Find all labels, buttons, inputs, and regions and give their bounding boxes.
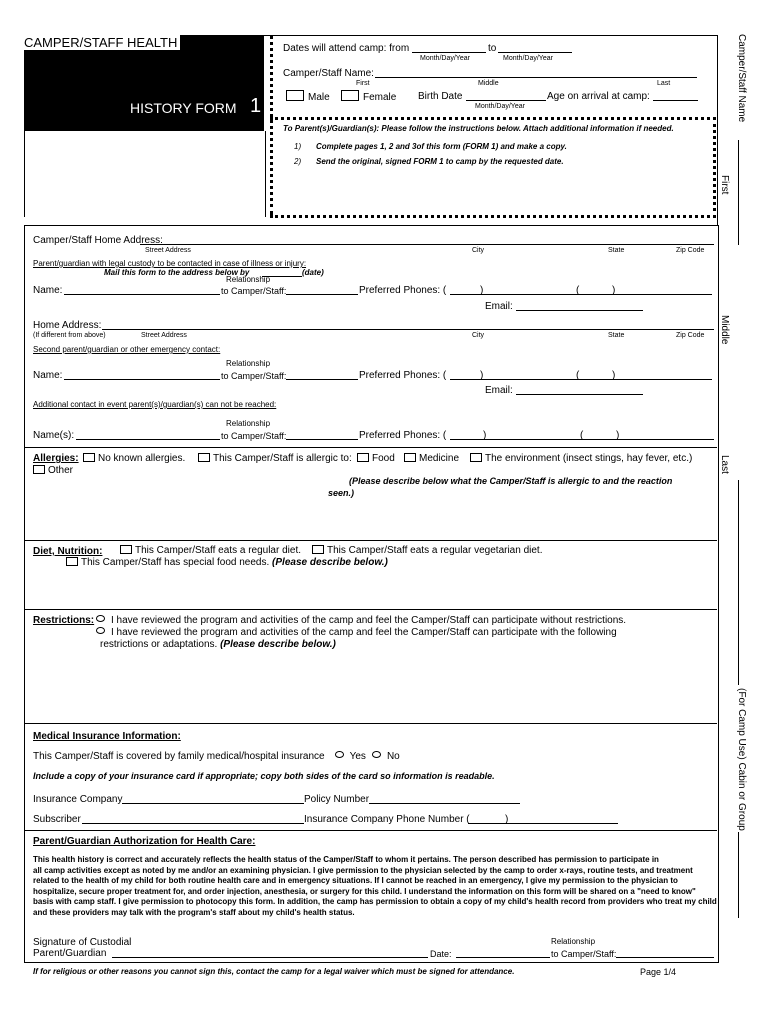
- subscriber-label: Subscriber: [33, 814, 81, 825]
- medicine-label: Medicine: [419, 453, 460, 464]
- authorization-divider: [24, 830, 717, 831]
- insurance-phone-field[interactable]: [468, 823, 618, 824]
- vegetarian-diet-checkbox[interactable]: [312, 545, 324, 554]
- restriction-option-1-radio[interactable]: [96, 615, 105, 622]
- insurance-yes-radio[interactable]: [335, 751, 344, 758]
- food-label: Food: [372, 453, 395, 464]
- name-label: Camper/Staff Name:: [283, 68, 374, 79]
- form-title-line2: HISTORY FORM: [130, 100, 237, 116]
- zip-label: Zip Code: [676, 247, 705, 254]
- signature-field[interactable]: [112, 957, 428, 958]
- sidebar-name-field[interactable]: [738, 140, 739, 245]
- restriction-option-2[interactable]: [90, 627, 617, 638]
- male-checkbox[interactable]: [286, 90, 304, 101]
- guardian1-name-field[interactable]: [64, 294, 220, 295]
- insurance-company-field[interactable]: [122, 803, 304, 804]
- guardian2-to-camper: to Camper/Staff:: [221, 371, 287, 381]
- food-option[interactable]: [357, 453, 395, 464]
- subscriber-field[interactable]: [82, 823, 304, 824]
- from-format-label: Month/Day/Year: [420, 55, 470, 62]
- city2-label: City: [472, 332, 485, 339]
- female-option[interactable]: [341, 90, 396, 103]
- if-different-label: (If different from above): [33, 332, 106, 339]
- sidebar-camper-name-label: Camper/Staff Name: [736, 34, 747, 123]
- guardian1-phones-field[interactable]: [450, 294, 712, 295]
- no-allergies-option[interactable]: [83, 453, 185, 464]
- allergic-to-checkbox[interactable]: [198, 453, 210, 462]
- environment-label: The environment (insect stings, hay fever, etc.): [485, 453, 693, 464]
- guardian2-relationship-label: Relationship: [226, 359, 271, 368]
- first-label: First: [356, 80, 370, 87]
- food-checkbox[interactable]: [357, 453, 369, 462]
- male-label: Male: [308, 92, 330, 103]
- additional-names-field[interactable]: [76, 439, 220, 440]
- page-number: Page 1/4: [640, 967, 677, 977]
- signature-date-label: Date:: [430, 949, 452, 959]
- regular-diet-option[interactable]: [120, 545, 301, 556]
- insurance-covered-row: [33, 751, 400, 762]
- state-label: State: [608, 247, 625, 254]
- photo-area: [24, 131, 266, 217]
- allergies-describe-2: seen.): [328, 488, 355, 498]
- policy-number-field[interactable]: [369, 803, 520, 804]
- insurance-yes-label: Yes: [349, 751, 366, 762]
- environment-checkbox[interactable]: [470, 453, 482, 462]
- birth-date-label: Birth Date: [418, 91, 463, 102]
- special-diet-describe: (Please describe below.): [272, 557, 388, 568]
- additional-heading: Additional contact in event parent(s)/guardian(s) can not be reached:: [33, 400, 277, 409]
- street2-label: Street Address: [141, 332, 187, 339]
- mail-date-label: (date): [302, 268, 324, 277]
- allergic-to-label: This Camper/Staff is allergic to:: [213, 453, 352, 464]
- guardian1-phones-label: Preferred Phones: (: [359, 285, 447, 296]
- guardian2-name-label: Name:: [33, 370, 63, 381]
- form-title-line1: CAMPER/STAFF HEALTH: [24, 35, 180, 50]
- form-number: 1: [250, 95, 262, 117]
- allergies-describe-1: (Please describe below what the Camper/Staff is allergic to and the reaction: [349, 476, 673, 486]
- form-frame-right-top: [717, 35, 718, 225]
- allergic-to-option[interactable]: [198, 453, 352, 464]
- policy-number-label: Policy Number: [304, 794, 370, 805]
- guardian2-phones-label: Preferred Phones: (: [359, 370, 447, 381]
- signature-date-field[interactable]: [456, 957, 550, 958]
- diet-divider: [24, 540, 717, 541]
- street-label: Street Address: [145, 247, 191, 254]
- restriction-option-2-radio[interactable]: [96, 627, 105, 634]
- signature-relationship-field[interactable]: [616, 957, 714, 958]
- home-address2-label: Home Address:: [33, 320, 102, 331]
- instruction-1: Complete pages 1, 2 and 3of this form (FORM 1) and make a copy.: [316, 142, 567, 151]
- insurance-phone-close: ): [505, 814, 509, 825]
- guardian2-heading: Second parent/guardian or other emergency contact:: [33, 345, 221, 354]
- other-option[interactable]: [33, 465, 73, 476]
- additional-to-camper: to Camper/Staff:: [221, 431, 287, 441]
- vegetarian-diet-option[interactable]: [312, 545, 542, 556]
- home-address-field[interactable]: [140, 244, 714, 245]
- guardian2-phones-field[interactable]: [450, 379, 712, 380]
- guardian2-relationship-field[interactable]: [286, 379, 358, 380]
- allergies-label: Allergies:: [33, 453, 79, 464]
- age-label: Age on arrival at camp:: [547, 91, 650, 102]
- to-format-label: Month/Day/Year: [503, 55, 553, 62]
- restriction-option-2-label: I have reviewed the program and activities of the camp and feel the Camper/Staff can participate with the following: [111, 627, 617, 638]
- restriction-describe: (Please describe below.): [220, 639, 336, 650]
- sidebar-last-label: Last: [719, 455, 730, 474]
- instructions-left-border: [270, 35, 273, 215]
- additional-relationship-field[interactable]: [286, 439, 358, 440]
- diet-label: Diet, Nutrition:: [33, 546, 103, 557]
- guardian1-relationship-field[interactable]: [286, 294, 358, 295]
- additional-phones-label: Preferred Phones: (: [359, 430, 447, 441]
- vegetarian-diet-label: This Camper/Staff eats a regular vegetarian diet.: [327, 545, 543, 556]
- authorization-paragraph: [33, 855, 717, 918]
- guardian1-relationship-label: Relationship: [226, 275, 271, 284]
- form-frame-top-edge: [264, 35, 718, 36]
- form-frame-top: [24, 225, 718, 226]
- sidebar-cabin-field-2[interactable]: [738, 832, 739, 918]
- male-option[interactable]: [286, 90, 330, 103]
- restrictions-divider: [24, 609, 717, 610]
- sidebar-cabin-field[interactable]: [738, 480, 739, 685]
- no-allergies-label: No known allergies.: [98, 453, 186, 464]
- female-checkbox[interactable]: [341, 90, 359, 101]
- instructions-border: [270, 117, 716, 218]
- insurance-covered-label: This Camper/Staff is covered by family medical/hospital insurance: [33, 751, 325, 762]
- restriction-option-1-label: I have reviewed the program and activities of the camp and feel the Camper/Staff can participate without restrictions.: [111, 615, 627, 626]
- age-field[interactable]: [653, 100, 698, 101]
- restrictions-label: Restrictions:: [33, 615, 95, 626]
- guardian1-to-camper: to Camper/Staff:: [221, 286, 287, 296]
- special-diet-label: This Camper/Staff has special food needs.: [81, 557, 270, 568]
- camper-name-field[interactable]: [375, 77, 697, 78]
- insurance-no-label: No: [386, 751, 400, 762]
- dates-label: Dates will attend camp: from: [283, 43, 410, 54]
- guardian2-email-label: Email:: [485, 385, 513, 396]
- birth-date-field[interactable]: [466, 100, 546, 101]
- special-diet-checkbox[interactable]: [66, 557, 78, 566]
- legal-waiver-note: If for religious or other reasons you cannot sign this, contact the camp for a legal waiver which must be signed for attendance.: [33, 967, 515, 976]
- regular-diet-label: This Camper/Staff eats a regular diet.: [135, 545, 302, 556]
- insurance-company-label: Insurance Company: [33, 794, 123, 805]
- mail-to-label: Mail this form to the address below by: [104, 268, 250, 277]
- guardian1-name-label: Name:: [33, 285, 63, 296]
- medicine-checkbox[interactable]: [404, 453, 416, 462]
- authorization-para-rest: all camp activities except as noted by me and/or an examining physician. I give permission to the physician selected by the camp to order x-rays, routine tests, and treatment related to the health of my child for both routine health care and in emergency situations. If I cannot be reached in an emergency, I give my permission to the physician to hospitalize, secure proper treatment for, and order injection, anesthesia, or surgery for this child. I understand the information on this form will be shared on a "need to know" basis with camp staff. I give permission to photocopy this form. In addition, the camp has permission to obtain a copy of my child's health record from providers who treat my child and these providers may talk with the program's staff about my child's health status.: [33, 865, 717, 917]
- allergies-divider: [24, 447, 717, 448]
- insurance-heading: Medical Insurance Information:: [33, 731, 181, 742]
- guardian2-name-field[interactable]: [64, 379, 220, 380]
- insurance-no-radio[interactable]: [372, 751, 381, 758]
- additional-names-label: Name(s):: [33, 430, 75, 441]
- city-label: City: [472, 247, 485, 254]
- medicine-option[interactable]: [404, 453, 459, 464]
- guardian1-email-label: Email:: [485, 301, 513, 312]
- signature-relationship-label: Relationship: [551, 937, 596, 946]
- zip2-label: Zip Code: [676, 332, 705, 339]
- authorization-heading: Parent/Guardian Authorization for Health Care:: [33, 836, 256, 847]
- home-address2-field[interactable]: [102, 329, 714, 330]
- restriction-option-2-cont-label: restrictions or adaptations.: [100, 639, 218, 650]
- date-from-field[interactable]: [412, 52, 486, 53]
- environment-option[interactable]: [470, 453, 692, 464]
- additional-relationship-label: Relationship: [226, 419, 271, 428]
- guardian1-email-field[interactable]: [516, 310, 643, 311]
- sidebar-cabin-label: (For Camp Use) Cabin or Group: [736, 688, 747, 831]
- female-label: Female: [363, 92, 397, 103]
- other-checkbox[interactable]: [33, 465, 45, 474]
- insurance-copy-note: Include a copy of your insurance card if appropriate; copy both sides of the card so information is readable.: [33, 771, 495, 781]
- restriction-option-2-cont: [100, 639, 336, 650]
- other-label: Other: [48, 465, 74, 476]
- dates-to-label: to: [488, 43, 497, 54]
- regular-diet-checkbox[interactable]: [120, 545, 132, 554]
- signature-label-1: Signature of Custodial: [33, 937, 132, 948]
- instruction-1-number: 1): [294, 142, 302, 151]
- birth-format-label: Month/Day/Year: [475, 103, 525, 110]
- last-label: Last: [657, 80, 671, 87]
- date-to-field[interactable]: [498, 52, 572, 53]
- guardian1-heading: Parent/guardian with legal custody to be contacted in case of illness or injury:: [33, 259, 307, 268]
- sidebar-first-label: First: [719, 175, 730, 195]
- guardian2-email-field[interactable]: [516, 394, 643, 395]
- state2-label: State: [608, 332, 625, 339]
- instruction-2-number: 2): [294, 157, 302, 166]
- restriction-option-1[interactable]: [90, 615, 626, 626]
- home-address-label: Camper/Staff Home Address:: [33, 235, 163, 246]
- instruction-2: Send the original, signed FORM 1 to camp by the requested date.: [316, 157, 564, 166]
- authorization-para-line1: This health history is correct and accurately reflects the health status of the Camper/Staff to whom it pertains. The person described has permission to participate in: [33, 855, 659, 864]
- instructions-heading: To Parent(s)/Guardian(s): Please follow the instructions below. Attach additional information if needed.: [283, 124, 674, 133]
- sidebar-middle-label: Middle: [719, 315, 730, 345]
- special-diet-option[interactable]: [66, 557, 388, 568]
- signature-to-camper: to Camper/Staff:: [551, 949, 617, 959]
- no-allergies-checkbox[interactable]: [83, 453, 95, 462]
- middle-label: Middle: [478, 80, 499, 87]
- insurance-phone-label: Insurance Company Phone Number (: [304, 814, 470, 825]
- signature-label-2: Parent/Guardian: [33, 948, 107, 959]
- insurance-divider: [24, 723, 717, 724]
